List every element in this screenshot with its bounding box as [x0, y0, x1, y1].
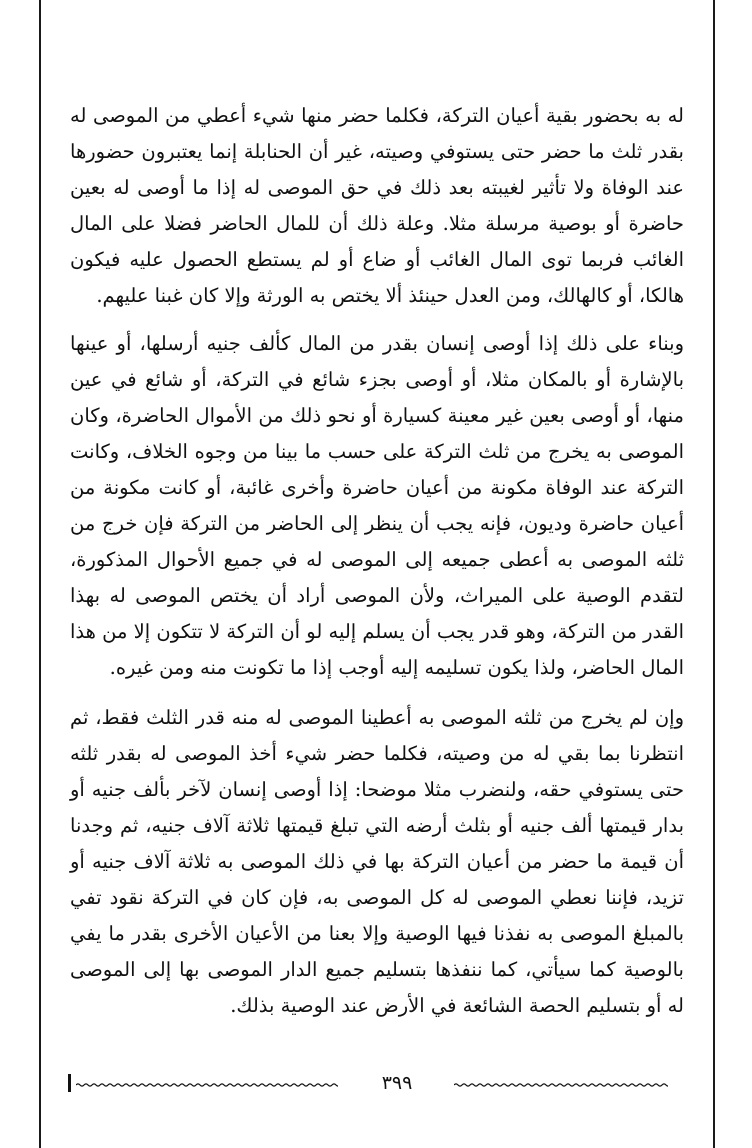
page-body	[70, 98, 684, 1024]
right-margin-rule	[713, 0, 715, 1148]
footer-wave-ornament-left	[76, 1068, 338, 1098]
paragraph-1: له به بحضور بقية أعيان التركة، فكلما حضر منها شيء أعطي من الموصى له بقدر ثلث ما حضر حتى يستوفي وصيته، غير أن الحنابلة إنما يعتبرون حضورها عند الوفاة ولا تأثير لغيبته بعد ذلك في حق الموصى له إذا ما أوصى له بعين حاضرة أو بوصية مرسلة مثلا. وعلة ذلك أن للمال الحاضر فضلا على المال الغائب فربما توى المال الغائب أو ضاع أو لم يستطع الحصول عليه فيكون هالكا، أو كالهالك، ومن العدل حينئذ ألا يختص به الورثة وإلا كان غبنا عليهم.	[70, 104, 684, 307]
page-footer	[68, 1068, 668, 1098]
paragraph-3: وإن لم يخرج من ثلثه الموصى به أعطينا الموصى له منه قدر الثلث فقط، ثم انتظرنا بما بقي له من وصيته، فكلما حضر شيء أخذ الموصى له بقدر ثلثه حتى يستوفي حقه، ولنضرب مثلا موضحا: إذا أوصى إنسان لآخر بألف جنيه أو بدار قيمتها ألف جنيه أو بثلث أرضه التي تبلغ قيمتها ثلاثة آلاف جنيه، ثم وجدنا أن قيمة ما حضر من أعيان التركة بها في ذلك الموصى به ثلاثة آلاف جنيه أو تزيد، فإننا نعطي الموصى له كل الموصى به، فإن كان في التركة نقود تفي بالمبلغ الموصى به نفذنا فيها الوصية وإلا بعنا من الأعيان الأخرى بقدر ما يفي بالوصية كما سيأتي، كما ننفذها بتسليم جميع الدار الموصى بها إلى الموصى له أو بتسليم الحصة الشائعة في الأرض عند الوصية بذلك.	[70, 706, 684, 1017]
paragraph-2: وبناء على ذلك إذا أوصى إنسان بقدر من المال كألف جنيه أرسلها، أو عينها بالإشارة أو بالمكان مثلا، أو أوصى بجزء شائع في التركة، أو شائع في عين منها، أو أوصى بعين غير معينة كسيارة أو نحو ذلك من الأموال الحاضرة، وكان الموصى به يخرج من ثلث التركة على حسب ما بينا من وجوه الخلاف، وكانت التركة عند الوفاة مكونة من أعيان حاضرة وأخرى غائبة، أو كانت مكونة من أعيان حاضرة وديون، فإنه يجب أن ينظر إلى الحاضر من التركة فإن خرج من ثلثه الموصى به أعطى جميعه إلى الموصى له في جميع الأحوال المذكورة، لتقدم الوصية على الميراث، ولأن الموصى أراد أن يختص الموصى له بهذا القدر من التركة، وهو قدر يجب أن يسلم إليه لو أن التركة لا تتكون إلا من هذا المال الحاضر، ولذا يكون تسليمه إليه أوجب إذا ما تكونت منه ومن غيره.	[70, 332, 684, 679]
left-margin-rule	[39, 0, 41, 1148]
footer-end-bar	[68, 1074, 71, 1092]
footer-wave-ornament-right	[454, 1068, 668, 1098]
page-number: ٣٩٩	[381, 1072, 413, 1094]
